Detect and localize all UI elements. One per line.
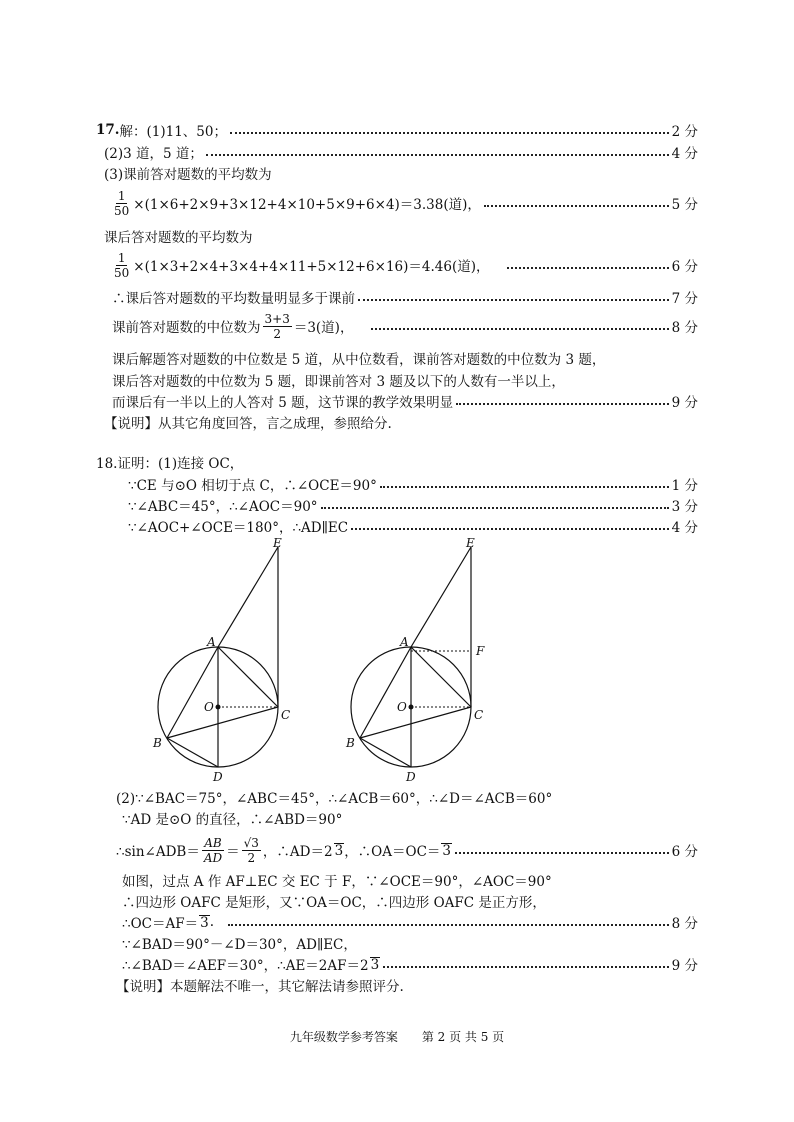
score-label: 8 分 bbox=[671, 320, 698, 336]
score-label: 7 分 bbox=[671, 291, 698, 307]
q17-line-8-tail: ＝3(道)， bbox=[293, 320, 354, 336]
q18-line-2-text: ∵∠ABC＝45°，∴∠AOC＝90° bbox=[128, 499, 318, 515]
label-b: B bbox=[346, 736, 355, 750]
segment-bd bbox=[360, 738, 411, 767]
q18-part2-line-4-text: 如图，过点 A 作 AF⊥EC 交 EC 于 F，∵∠OCE＝90°，∠AOC＝90° bbox=[122, 874, 552, 890]
sqrt-three: 3 bbox=[200, 914, 209, 931]
q17-line-5-text: 课后答对题数的平均数为 bbox=[104, 230, 253, 246]
fraction-denominator: 50 bbox=[114, 265, 130, 280]
segment-ac bbox=[411, 647, 471, 707]
leader-dots bbox=[455, 852, 669, 854]
fraction-denominator: 50 bbox=[114, 203, 130, 218]
fraction-numerator: 3+3 bbox=[264, 311, 290, 326]
q18-line-3-text: ∵∠AOC+∠OCE＝180°，∴AD∥EC bbox=[128, 520, 349, 536]
segment-bc bbox=[360, 707, 471, 738]
label-d: D bbox=[213, 770, 223, 784]
q18-part2-line-2 bbox=[122, 808, 698, 828]
score-label: 6 分 bbox=[671, 259, 698, 275]
score-label: 4 分 bbox=[671, 520, 698, 536]
sqrt-three: 3 bbox=[442, 842, 451, 859]
leader-dots bbox=[351, 528, 669, 530]
q18-part2-line-1 bbox=[116, 787, 698, 807]
fraction bbox=[112, 251, 131, 280]
q18-part2-line-6 bbox=[122, 912, 698, 932]
q17-line-2-text: (2)3 道，5 道； bbox=[104, 146, 203, 162]
q18-part2-line-2-text: ∵AD 是⊙O 的直径，∴∠ABD＝90° bbox=[122, 812, 343, 828]
label-a: A bbox=[400, 635, 409, 649]
q17-line-1 bbox=[96, 120, 698, 140]
q17-line-8 bbox=[112, 309, 698, 343]
fraction-numerator: AB bbox=[204, 835, 222, 850]
score-label: 8 分 bbox=[671, 916, 698, 932]
segment-ac bbox=[218, 647, 278, 707]
q17-line-6-text: ×(1×3+2×4+3×4+4×11+5×12+6×16)＝4.46(道)， bbox=[133, 259, 490, 275]
fraction-numerator: 1 bbox=[117, 250, 126, 265]
segment-ae bbox=[411, 547, 471, 647]
q18-part2-line-6-b: . bbox=[209, 914, 214, 930]
q18-heading bbox=[96, 452, 698, 472]
q18-part2-line-7-text: ∵∠BAD＝90°－∠D＝30°，AD∥EC， bbox=[122, 937, 357, 953]
leader-dots bbox=[371, 328, 668, 330]
q17-line-4-text: ×(1×6+2×9+3×12+4×10+5×9+6×4)＝3.38(道)， bbox=[133, 197, 481, 213]
leader-dots bbox=[358, 299, 669, 301]
score-label: 9 分 bbox=[671, 958, 698, 974]
score-label: 2 分 bbox=[671, 124, 698, 140]
label-c: C bbox=[281, 708, 291, 722]
q17-line-6 bbox=[110, 248, 698, 282]
leader-dots bbox=[228, 924, 669, 926]
q18-line-2 bbox=[128, 495, 698, 515]
label-e: E bbox=[466, 536, 475, 550]
q18-line-3 bbox=[128, 516, 698, 536]
fraction-denominator: AD bbox=[203, 850, 223, 865]
q18-part2-line-3-c: ，∴OA＝OC＝ bbox=[344, 844, 441, 860]
leader-dots bbox=[206, 154, 669, 156]
equals-sign: ＝ bbox=[226, 844, 240, 860]
sqrt-three: 3 bbox=[370, 956, 380, 973]
q17-line-3 bbox=[104, 163, 698, 183]
sine-value-fraction bbox=[242, 836, 261, 865]
point-o bbox=[409, 705, 414, 710]
q17-line-3-text: (3)课前答对题数的平均数为 bbox=[104, 167, 272, 183]
point-o bbox=[216, 705, 221, 710]
q18-part2-line-8 bbox=[122, 954, 698, 974]
q18-note bbox=[116, 975, 698, 995]
q17-note-text: 【说明】从其它角度回答，言之成理，参照给分. bbox=[104, 416, 392, 432]
fraction-numerator: 1 bbox=[117, 188, 126, 203]
leader-dots bbox=[484, 205, 669, 207]
q17-number: 17. bbox=[96, 122, 120, 138]
label-d: D bbox=[406, 770, 416, 784]
fraction-denominator: 2 bbox=[273, 326, 281, 341]
label-a: A bbox=[207, 635, 216, 649]
leader-dots bbox=[383, 966, 668, 968]
q18-part2-line-3-a: ∴sin∠ADB＝ bbox=[116, 844, 200, 860]
ratio-fraction bbox=[202, 836, 224, 865]
q18-part2-line-5 bbox=[122, 891, 698, 911]
fraction bbox=[112, 189, 131, 218]
leader-dots bbox=[456, 403, 668, 405]
segment-bd bbox=[167, 738, 218, 767]
score-label: 3 分 bbox=[671, 499, 698, 515]
q18-heading-text: 18.证明：(1)连接 OC， bbox=[96, 456, 244, 472]
label-c: C bbox=[474, 708, 484, 722]
q17-line-5 bbox=[104, 226, 698, 246]
median-fraction bbox=[263, 312, 292, 341]
q17-note bbox=[104, 412, 698, 432]
label-o: O bbox=[204, 700, 214, 714]
segment-ae bbox=[218, 547, 278, 647]
geometry-figure-left bbox=[140, 535, 310, 785]
q18-part2-line-1-text: (2)∵∠BAC＝75°，∠ABC＝45°，∴∠ACB＝60°，∴∠D＝∠ACB＝60° bbox=[116, 791, 553, 807]
q17-line-10 bbox=[112, 370, 698, 390]
q17-line-9-text: 课后解题答对题数的中位数是 5 道，从中位数看，课前答对题数的中位数为 3 题， bbox=[112, 352, 606, 368]
q17-line-11-text: 而课后有一半以上的人答对 5 题，这节课的教学效果明显 bbox=[112, 395, 454, 411]
fraction-numerator: √3 bbox=[243, 835, 259, 850]
segment-ab bbox=[360, 647, 411, 738]
q18-part2-line-4 bbox=[122, 870, 698, 890]
leader-dots bbox=[321, 507, 669, 509]
segment-ab bbox=[167, 647, 218, 738]
q17-line-7-text: ∴课后答对题数的平均数量明显多于课前 bbox=[112, 291, 355, 307]
leader-dots bbox=[380, 486, 669, 488]
q18-part2-line-3 bbox=[116, 832, 698, 868]
q17-line-1-text: 解：(1)11、50； bbox=[119, 124, 227, 140]
leader-dots bbox=[230, 132, 669, 134]
q18-part2-line-6-a: ∴OC＝AF＝ bbox=[122, 916, 199, 932]
q17-line-11 bbox=[112, 391, 698, 411]
score-label: 1 分 bbox=[671, 478, 698, 494]
sqrt-three: 3 bbox=[334, 842, 344, 859]
q18-line-1-text: ∵CE 与⊙O 相切于点 C，∴∠OCE＝90° bbox=[128, 478, 377, 494]
score-label: 6 分 bbox=[671, 844, 698, 860]
q17-line-4 bbox=[110, 186, 698, 220]
q18-part2-line-7 bbox=[122, 933, 698, 953]
q18-note-text: 【说明】本题解法不唯一，其它解法请参照评分. bbox=[116, 979, 404, 995]
label-e: E bbox=[273, 536, 282, 550]
q17-line-10-text: 课后答对题数的中位数为 5 题，即课前答对 3 题及以下的人数有一半以上， bbox=[112, 374, 565, 390]
q17-line-8-text: 课前答对题数的中位数为 bbox=[112, 320, 261, 336]
q17-line-9 bbox=[112, 348, 698, 368]
leader-dots bbox=[507, 267, 668, 269]
q18-line-1 bbox=[128, 474, 698, 494]
q18-part2-line-8-text: ∴∠BAD＝∠AEF＝30°，∴AE＝2AF＝2 bbox=[122, 958, 369, 974]
geometry-figure-right bbox=[333, 535, 503, 785]
page-footer: 九年级数学参考答案 第 2 页 共 5 页 bbox=[289, 1030, 505, 1044]
q18-part2-line-3-b: ，∴AD＝2 bbox=[262, 844, 333, 860]
label-o: O bbox=[397, 700, 407, 714]
label-f: F bbox=[476, 644, 485, 658]
q17-line-7 bbox=[112, 287, 698, 307]
q18-part2-line-5-text: ∴四边形 OAFC 是矩形，又∵OA＝OC，∴四边形 OAFC 是正方形， bbox=[122, 895, 546, 911]
q17-line-2 bbox=[104, 142, 698, 162]
segment-bc bbox=[167, 707, 278, 738]
fraction-denominator: 2 bbox=[247, 850, 256, 865]
score-label: 5 分 bbox=[671, 197, 698, 213]
label-b: B bbox=[153, 736, 162, 750]
score-label: 9 分 bbox=[671, 395, 698, 411]
score-label: 4 分 bbox=[671, 146, 698, 162]
